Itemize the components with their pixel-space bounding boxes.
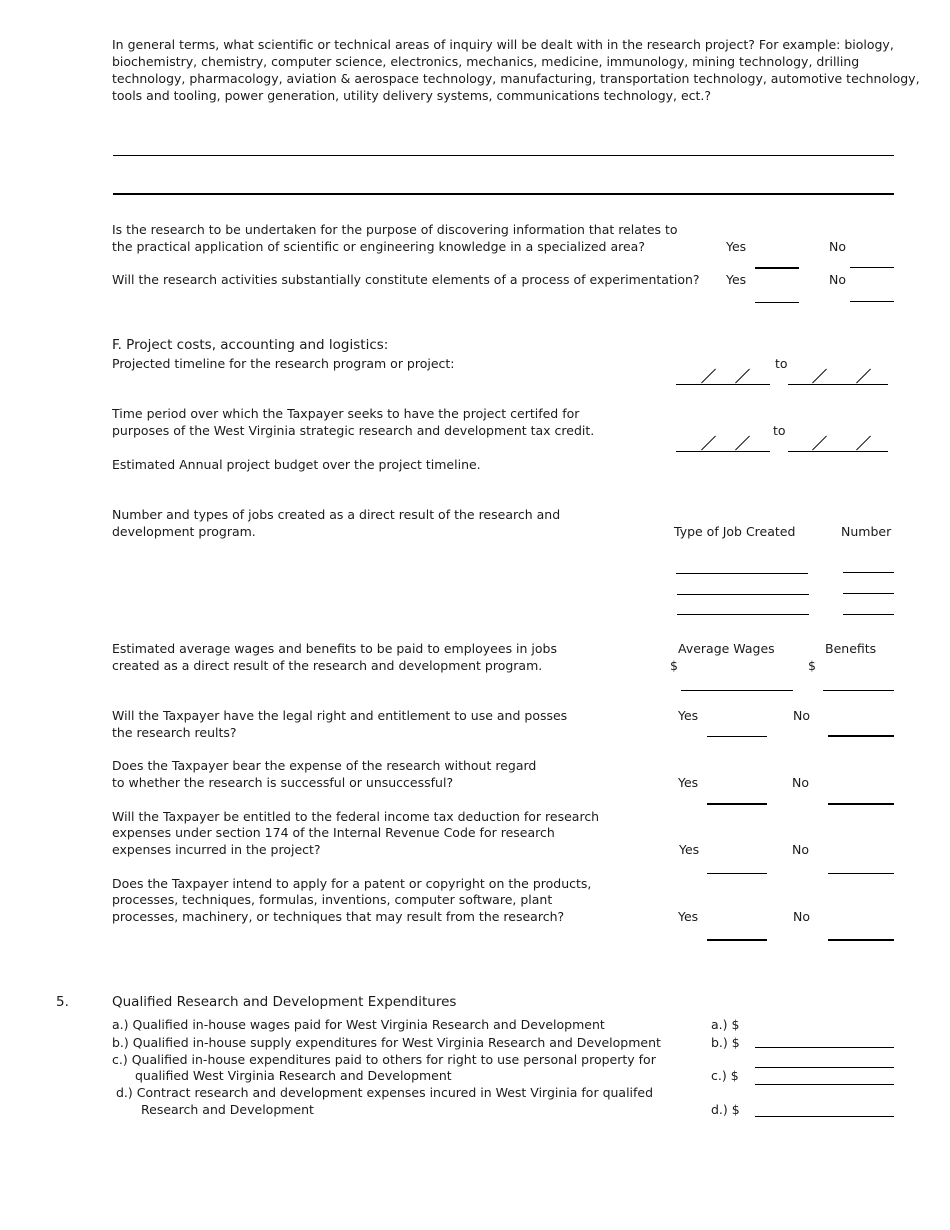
patent-question-line-1: Does the Taxpayer intend to apply for a patent or copyright on the products, xyxy=(112,876,592,891)
patent-question-line-2: processes, techniques, formulas, inventions, computer software, plant xyxy=(112,892,553,907)
expense-no-field[interactable] xyxy=(828,803,894,805)
date-separator xyxy=(812,436,827,451)
patent-no-label: No xyxy=(793,909,810,924)
job-type-header: Type of Job Created xyxy=(674,524,796,539)
expense-yes-field[interactable] xyxy=(707,803,767,805)
wages-label-line-1: Estimated average wages and benefits to be paid to employees in jobs xyxy=(112,641,557,656)
expenditure-d-text-line-2: Research and Development xyxy=(141,1102,314,1117)
answer-line-2[interactable] xyxy=(113,193,894,195)
intro-line-2: biochemistry, chemistry, computer science, electronics, mechanics, medicine, immunology, mining technology, drilling xyxy=(112,54,860,69)
deduction-question-line-2: expenses under section 174 of the Internal Revenue Code for research xyxy=(112,825,555,840)
expenditure-c-text-line-1: c.) Qualified in-house expenditures paid to others for right to use personal property for xyxy=(112,1052,656,1067)
deduction-question-line-1: Will the Taxpayer be entitled to the federal income tax deduction for research xyxy=(112,809,600,824)
expenditure-d-field[interactable] xyxy=(755,1116,894,1117)
patent-question-line-3: processes, machinery, or techniques that may result from the research? xyxy=(112,909,565,924)
job-number-field-2[interactable] xyxy=(843,593,894,594)
period-label-line-1: Time period over which the Taxpayer seeks to have the project certifed for xyxy=(112,406,580,421)
expenditure-a-field[interactable] xyxy=(755,1047,894,1048)
job-type-field-1[interactable] xyxy=(676,573,808,574)
expenditure-a-label: a.) $ xyxy=(711,1017,740,1032)
expenditure-c-field[interactable] xyxy=(755,1084,894,1085)
legal-right-yes-field[interactable] xyxy=(707,736,767,737)
period-end-underline xyxy=(788,451,888,452)
intro-line-1: In general terms, what scientific or technical areas of inquiry will be dealt with in the research project? For example: biology, xyxy=(112,37,894,52)
expense-no-label: No xyxy=(792,775,809,790)
experimentation-question: Will the research activities substantially constitute elements of a process of experimentation? xyxy=(112,272,700,287)
date-separator xyxy=(735,369,750,384)
timeline-label: Projected timeline for the research program or project: xyxy=(112,356,455,371)
expenditure-b-label: b.) $ xyxy=(711,1035,740,1050)
job-number-header: Number xyxy=(841,524,892,539)
date-separator xyxy=(701,436,716,451)
expenditure-d-label: d.) $ xyxy=(711,1102,740,1117)
patent-yes-label: Yes xyxy=(678,909,699,924)
date-separator xyxy=(701,369,716,384)
intro-line-4: tools and tooling, power generation, utility delivery systems, communications technology, ect.? xyxy=(112,88,712,103)
job-type-field-3[interactable] xyxy=(677,614,809,615)
expense-yes-label: Yes xyxy=(678,775,699,790)
expenditure-c-label: c.) $ xyxy=(711,1068,739,1083)
intro-line-3: technology, pharmacology, aviation & aerospace technology, manufacturing, transportation technology, automotive technology, xyxy=(112,71,920,86)
timeline-start-underline xyxy=(676,384,770,385)
average-wages-field[interactable] xyxy=(681,690,793,691)
job-number-field-1[interactable] xyxy=(843,572,894,573)
date-separator xyxy=(856,369,871,384)
experimentation-no-field[interactable] xyxy=(850,301,894,302)
expenditure-d-text-line-1: d.) Contract research and development expenses incured in West Virginia for qualifed xyxy=(116,1085,654,1100)
job-number-field-3[interactable] xyxy=(843,614,894,615)
experimentation-no-label: No xyxy=(829,272,846,287)
section-f-heading: F. Project costs, accounting and logistics: xyxy=(112,337,389,353)
purpose-no-field[interactable] xyxy=(850,267,894,268)
average-wages-header: Average Wages xyxy=(678,641,775,656)
purpose-yes-field[interactable] xyxy=(755,267,799,269)
deduction-yes-label: Yes xyxy=(679,842,700,857)
period-to-label: to xyxy=(773,423,786,438)
section-5-title: Qualified Research and Development Expenditures xyxy=(112,994,457,1010)
deduction-no-label: No xyxy=(792,842,809,857)
experimentation-yes-label: Yes xyxy=(726,272,747,287)
legal-right-no-field[interactable] xyxy=(828,735,894,737)
legal-right-question-line-1: Will the Taxpayer have the legal right and entitlement to use and posses xyxy=(112,708,568,723)
deduction-question-line-3: expenses incurred in the project? xyxy=(112,842,321,857)
experimentation-yes-field[interactable] xyxy=(755,302,799,303)
expenditure-b-text: b.) Qualified in-house supply expenditures for West Virginia Research and Development xyxy=(112,1035,661,1050)
benefits-field[interactable] xyxy=(823,690,894,691)
purpose-question-line-1: Is the research to be undertaken for the purpose of discovering information that relates to xyxy=(112,222,678,237)
timeline-to-label: to xyxy=(775,356,788,371)
purpose-yes-label: Yes xyxy=(726,239,747,254)
period-start-underline xyxy=(676,451,770,452)
expense-question-line-1: Does the Taxpayer bear the expense of the research without regard xyxy=(112,758,537,773)
legal-right-no-label: No xyxy=(793,708,810,723)
legal-right-yes-label: Yes xyxy=(678,708,699,723)
section-5-number: 5. xyxy=(56,994,69,1010)
jobs-label-line-1: Number and types of jobs created as a direct result of the research and xyxy=(112,507,561,522)
date-separator xyxy=(812,369,827,384)
legal-right-question-line-2: the research reults? xyxy=(112,725,237,740)
purpose-question-line-2: the practical application of scientific or engineering knowledge in a specialized area? xyxy=(112,239,645,254)
wages-dollar-sign: $ xyxy=(670,658,678,673)
period-label-line-2: purposes of the West Virginia strategic research and development tax credit. xyxy=(112,423,595,438)
wages-label-line-2: created as a direct result of the research and development program. xyxy=(112,658,543,673)
benefits-dollar-sign: $ xyxy=(808,658,816,673)
deduction-no-field[interactable] xyxy=(828,873,894,874)
patent-yes-field[interactable] xyxy=(707,939,767,941)
answer-line-1[interactable] xyxy=(113,155,894,156)
expenditure-b-field[interactable] xyxy=(755,1067,894,1068)
benefits-header: Benefits xyxy=(825,641,877,656)
jobs-label-line-2: development program. xyxy=(112,524,256,539)
expense-question-line-2: to whether the research is successful or unsuccessful? xyxy=(112,775,454,790)
expenditure-a-text: a.) Qualified in-house wages paid for West Virginia Research and Development xyxy=(112,1017,605,1032)
deduction-yes-field[interactable] xyxy=(707,873,767,874)
budget-label: Estimated Annual project budget over the project timeline. xyxy=(112,457,481,472)
date-separator xyxy=(856,436,871,451)
patent-no-field[interactable] xyxy=(828,939,894,941)
timeline-end-underline xyxy=(788,384,888,385)
job-type-field-2[interactable] xyxy=(677,594,809,595)
purpose-no-label: No xyxy=(829,239,846,254)
date-separator xyxy=(735,436,750,451)
expenditure-c-text-line-2: qualified West Virginia Research and Development xyxy=(135,1068,452,1083)
